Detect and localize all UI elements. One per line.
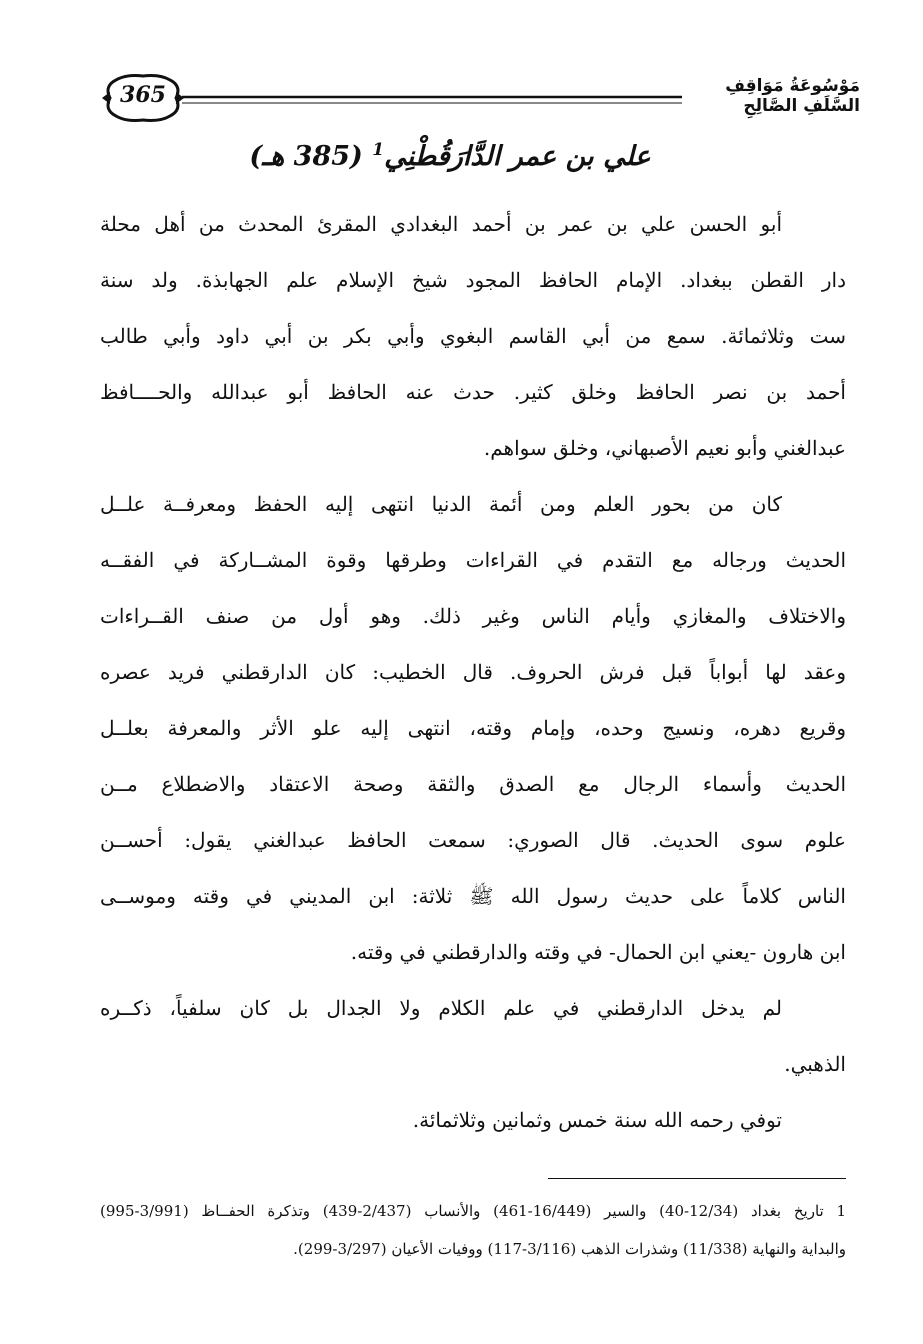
page-number: 365 — [120, 82, 166, 108]
text-line: الحديث ورجاله مع التقدم في القراءات وطرقها وقوة المشــاركة في الفقــه — [100, 548, 846, 572]
text-line: توفي رحمه الله سنة خمس وثمانين وثلاثمائة. — [412, 1108, 782, 1132]
paragraph-2 — [100, 476, 846, 980]
chapter-date: (385 هـ) — [249, 141, 363, 172]
header-rule — [182, 94, 682, 106]
text-line: وعقد لها أبواباً قبل فرش الحروف. قال الخطيب: كان الدارقطني فريد عصره — [100, 660, 846, 684]
text-line: ابن هارون -يعني ابن الحمال- في وقته والدارقطني في وقته. — [350, 940, 846, 964]
paragraph-4 — [100, 1092, 846, 1148]
text-line: والاختلاف والمغازي وأيام الناس وغير ذلك. وهو أول من صنف القــراءات — [100, 604, 846, 628]
chapter-name: علي بن عمر الدَّارَقُطْنِي — [384, 141, 651, 172]
text-line: ست وثلاثمائة. سمع من أبي القاسم البغوي وأبي بكر بن أبي داود وأبي طالب — [100, 324, 846, 348]
paragraph-1 — [100, 196, 846, 476]
footnote-divider — [548, 1178, 846, 1179]
body-text — [100, 196, 846, 1148]
text-line: علوم سوى الحديث. قال الصوري: سمعت الحافظ عبدالغني يقول: أحســن — [100, 828, 846, 852]
footnote-marker: 1 — [372, 140, 385, 160]
text-line: الذهبي. — [784, 1052, 846, 1076]
footnotes — [100, 1192, 846, 1268]
page-header — [100, 72, 860, 128]
text-line: عبدالغني وأبو نعيم الأصبهاني، وخلق سواهم. — [483, 436, 846, 460]
text-line: لم يدخل الدارقطني في علم الكلام ولا الجدال بل كان سلفياً، ذكــره — [100, 996, 782, 1020]
text-line: كان من بحور العلم ومن أئمة الدنيا انتهى إليه الحفظ ومعرفــة علــل — [100, 492, 782, 516]
series-title: مَوْسُوعَةُ مَوَاقِفِ السَّلَفِ الصَّالِحِ — [725, 76, 860, 116]
chapter-title — [240, 140, 660, 172]
text-line: وقريع دهره، ونسيج وحده، وإمام وقته، انتهى إليه علو الأثر والمعرفة بعلــل — [100, 716, 846, 740]
text-line: دار القطن ببغداد. الإمام الحافظ المجود شيخ الإسلام علم الجهابذة. ولد سنة — [100, 268, 846, 292]
paragraph-3 — [100, 980, 846, 1092]
footnote-line: والبداية والنهاية (11/338) وشذرات الذهب (3/116-117) ووفيات الأعيان (3/297-299). — [293, 1240, 846, 1258]
text-line: أحمد بن نصر الحافظ وخلق كثير. حدث عنه الحافظ أبو عبدالله والحــــافظ — [100, 380, 846, 404]
text-line: أبو الحسن علي بن عمر بن أحمد البغدادي المقرئ المحدث من أهل محلة — [100, 212, 782, 236]
text-line: الحديث وأسماء الرجال مع الصدق والثقة وصحة الاعتقاد والاضطلاع مــن — [100, 772, 846, 796]
text-line: الناس كلاماً على حديث رسول الله ﷺ ثلاثة: ابن المديني في وقته وموســى — [100, 884, 846, 908]
footnote-line: 1 تاريخ بغداد (12/34-40) والسير (16/449-461) والأنساب (2/437-439) وتذكرة الحفــاظ (3/991-995) — [100, 1202, 847, 1220]
